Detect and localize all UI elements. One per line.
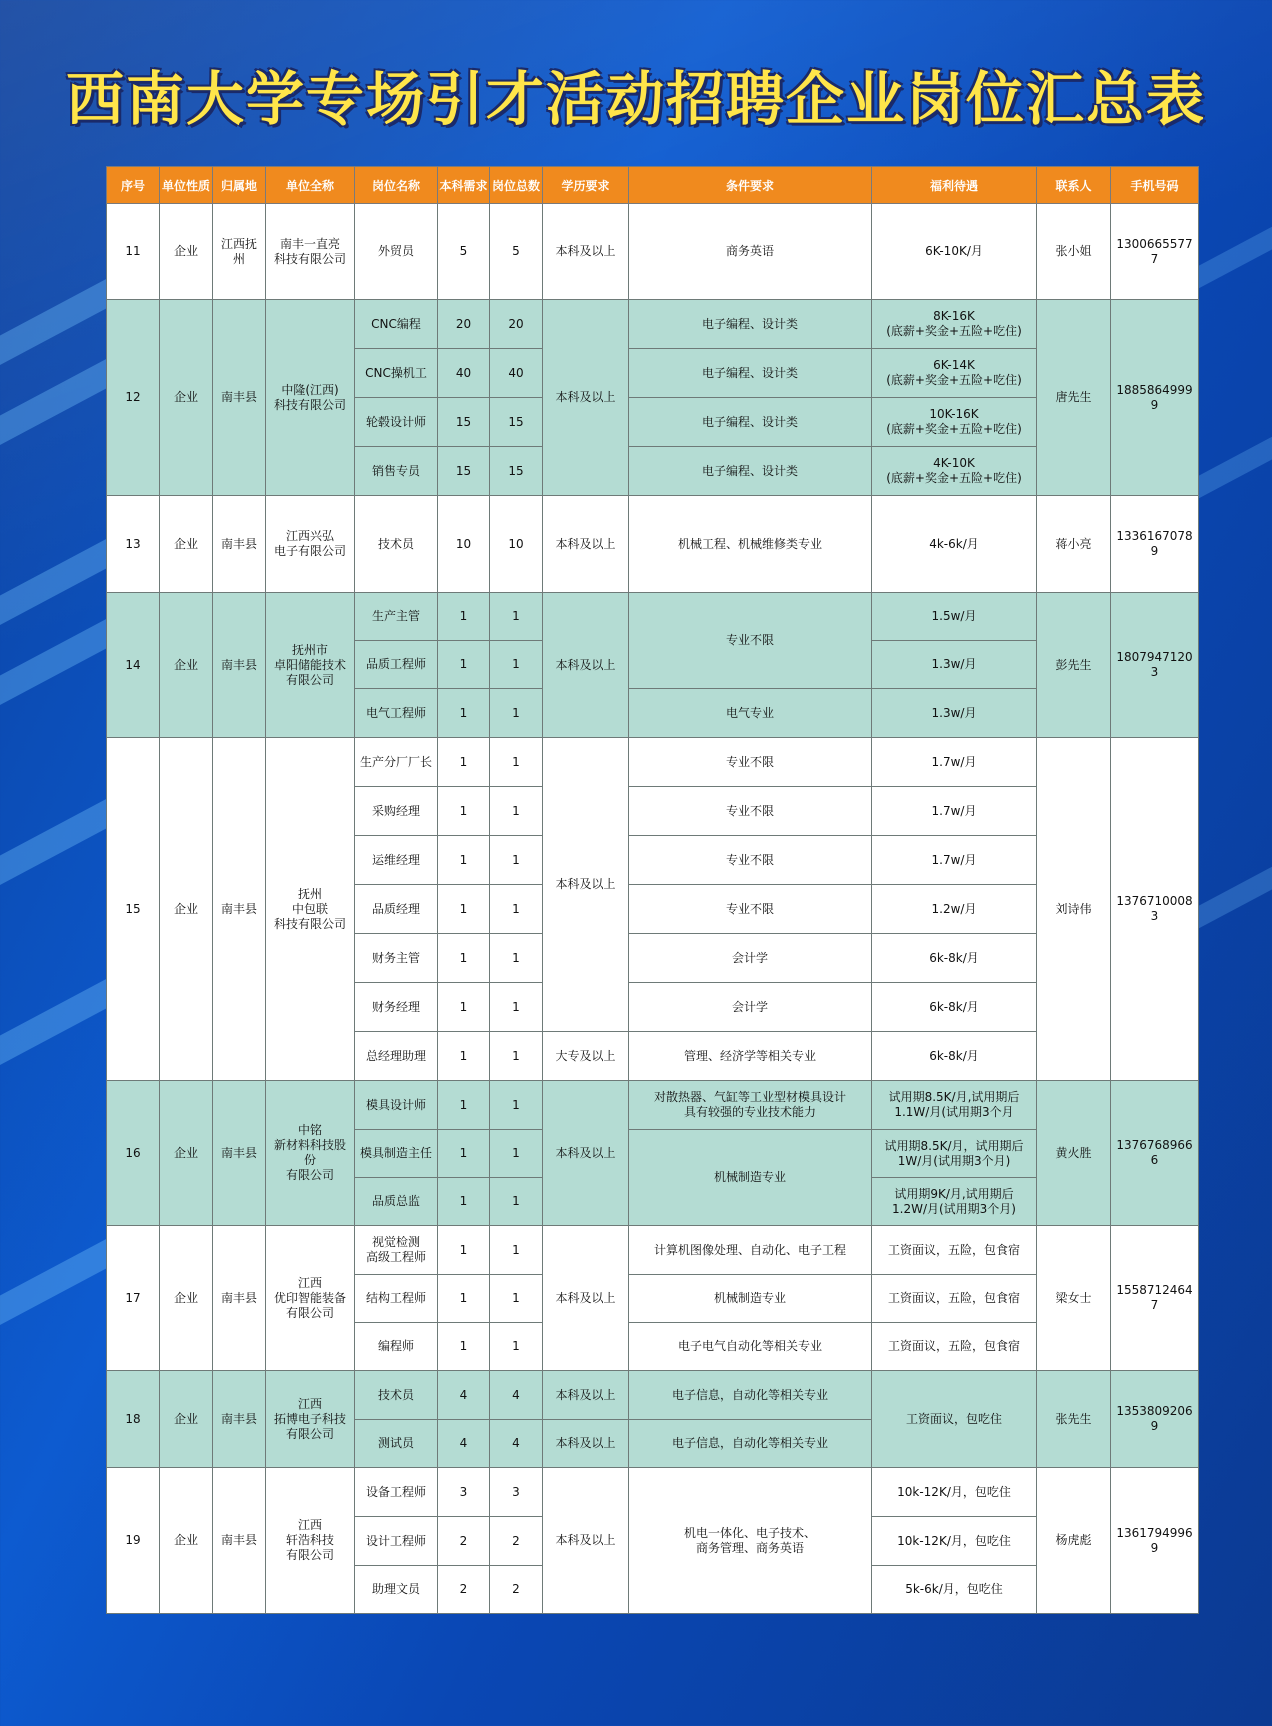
benefits: 试用期8.5K/月,试用期后 1.1W/月(试用期3个月 xyxy=(872,1081,1037,1130)
position-name: 轮毂设计师 xyxy=(355,398,438,447)
position-total: 1 xyxy=(490,885,543,934)
benefits: 工资面议，包吃住 xyxy=(872,1371,1037,1468)
condition-requirement: 商务英语 xyxy=(629,204,872,300)
company-name: 南丰一直亮 科技有限公司 xyxy=(266,204,355,300)
benefits: 4K-10K (底薪+奖金+五险+吃住) xyxy=(872,447,1037,496)
table-row xyxy=(107,593,1199,641)
bachelor-demand: 1 xyxy=(438,885,490,934)
row-number: 17 xyxy=(107,1226,160,1371)
table-row xyxy=(107,738,1199,787)
position-total: 1 xyxy=(490,1081,543,1130)
position-name: 财务主管 xyxy=(355,934,438,983)
position-name: 结构工程师 xyxy=(355,1275,438,1323)
company-type: 企业 xyxy=(160,204,213,300)
table-row xyxy=(107,300,1199,349)
benefits: 6K-10K/月 xyxy=(872,204,1037,300)
condition-requirement: 机电一体化、电子技术、 商务管理、商务英语 xyxy=(629,1468,872,1614)
bachelor-demand: 1 xyxy=(438,689,490,738)
contact-person: 梁女士 xyxy=(1037,1226,1111,1371)
position-total: 10 xyxy=(490,496,543,593)
benefits: 工资面议，五险，包食宿 xyxy=(872,1275,1037,1323)
company-name: 中隆(江西) 科技有限公司 xyxy=(266,300,355,496)
position-name: CNC操机工 xyxy=(355,349,438,398)
company-name: 中铭 新材料科技股份 有限公司 xyxy=(266,1081,355,1226)
table-row xyxy=(107,1468,1199,1517)
benefits: 1.3w/月 xyxy=(872,641,1037,689)
bachelor-demand: 1 xyxy=(438,934,490,983)
condition-requirement: 计算机图像处理、自动化、电子工程 xyxy=(629,1226,872,1275)
benefits: 10K-16K (底薪+奖金+五险+吃住) xyxy=(872,398,1037,447)
row-number: 15 xyxy=(107,738,160,1081)
contact-person: 杨虎彪 xyxy=(1037,1468,1111,1614)
condition-requirement: 电子编程、设计类 xyxy=(629,398,872,447)
condition-requirement: 专业不限 xyxy=(629,836,872,885)
position-name: 技术员 xyxy=(355,496,438,593)
position-total: 1 xyxy=(490,1178,543,1226)
contact-person: 刘诗伟 xyxy=(1037,738,1111,1081)
header-cell: 学历要求 xyxy=(543,167,629,204)
position-name: 电气工程师 xyxy=(355,689,438,738)
company-name: 江西 优印智能装备 有限公司 xyxy=(266,1226,355,1371)
company-type: 企业 xyxy=(160,1468,213,1614)
condition-requirement: 机械制造专业 xyxy=(629,1275,872,1323)
phone-number: 13617949969 xyxy=(1111,1468,1199,1614)
bachelor-demand: 1 xyxy=(438,836,490,885)
row-number: 12 xyxy=(107,300,160,496)
location: 江西抚州 xyxy=(213,204,266,300)
condition-requirement: 对散热器、气缸等工业型材模具设计 具有较强的专业技术能力 xyxy=(629,1081,872,1130)
position-total: 1 xyxy=(490,1275,543,1323)
benefits: 试用期8.5K/月，试用期后 1W/月(试用期3个月) xyxy=(872,1130,1037,1178)
company-name: 江西兴弘 电子有限公司 xyxy=(266,496,355,593)
header-cell: 单位全称 xyxy=(266,167,355,204)
header-cell: 福利待遇 xyxy=(872,167,1037,204)
bachelor-demand: 1 xyxy=(438,738,490,787)
contact-person: 蒋小亮 xyxy=(1037,496,1111,593)
benefits: 6k-8k/月 xyxy=(872,1032,1037,1081)
bachelor-demand: 1 xyxy=(438,983,490,1032)
position-total: 2 xyxy=(490,1566,543,1614)
condition-requirement: 电子信息，自动化等相关专业 xyxy=(629,1371,872,1420)
company-name: 抚州 中包联 科技有限公司 xyxy=(266,738,355,1081)
benefits: 1.5w/月 xyxy=(872,593,1037,641)
company-name: 江西 轩浩科技 有限公司 xyxy=(266,1468,355,1614)
benefits: 1.7w/月 xyxy=(872,787,1037,836)
education-requirement: 本科及以上 xyxy=(543,738,629,1032)
company-type: 企业 xyxy=(160,593,213,738)
bachelor-demand: 1 xyxy=(438,1226,490,1275)
company-type: 企业 xyxy=(160,1371,213,1468)
page-title: 西南大学专场引才活动招聘企业岗位汇总表 xyxy=(65,65,1206,133)
position-name: 采购经理 xyxy=(355,787,438,836)
bachelor-demand: 1 xyxy=(438,1032,490,1081)
education-requirement: 本科及以上 xyxy=(543,1081,629,1226)
condition-requirement: 电子编程、设计类 xyxy=(629,300,872,349)
benefits: 1.3w/月 xyxy=(872,689,1037,738)
bachelor-demand: 2 xyxy=(438,1517,490,1566)
benefits: 工资面议，五险，包食宿 xyxy=(872,1226,1037,1275)
position-name: 生产主管 xyxy=(355,593,438,641)
condition-requirement: 机械制造专业 xyxy=(629,1130,872,1226)
position-total: 1 xyxy=(490,1226,543,1275)
phone-number: 13767100083 xyxy=(1111,738,1199,1081)
company-type: 企业 xyxy=(160,496,213,593)
phone-number: 13538092069 xyxy=(1111,1371,1199,1468)
benefits: 1.2w/月 xyxy=(872,885,1037,934)
position-total: 5 xyxy=(490,204,543,300)
company-type: 企业 xyxy=(160,738,213,1081)
row-number: 18 xyxy=(107,1371,160,1468)
header-cell: 岗位名称 xyxy=(355,167,438,204)
row-number: 19 xyxy=(107,1468,160,1614)
condition-requirement: 电子电气自动化等相关专业 xyxy=(629,1323,872,1371)
education-requirement: 本科及以上 xyxy=(543,1226,629,1371)
education-requirement: 本科及以上 xyxy=(543,496,629,593)
condition-requirement: 电气专业 xyxy=(629,689,872,738)
phone-number: 13361670789 xyxy=(1111,496,1199,593)
position-name: 运维经理 xyxy=(355,836,438,885)
benefits: 工资面议，五险，包食宿 xyxy=(872,1323,1037,1371)
row-number: 16 xyxy=(107,1081,160,1226)
condition-requirement: 专业不限 xyxy=(629,593,872,689)
condition-requirement: 会计学 xyxy=(629,983,872,1032)
education-requirement: 本科及以上 xyxy=(543,1468,629,1614)
position-name: CNC编程 xyxy=(355,300,438,349)
position-name: 编程师 xyxy=(355,1323,438,1371)
position-total: 40 xyxy=(490,349,543,398)
contact-person: 张小姐 xyxy=(1037,204,1111,300)
company-type: 企业 xyxy=(160,300,213,496)
company-name: 抚州市 卓阳储能技术 有限公司 xyxy=(266,593,355,738)
position-total: 1 xyxy=(490,934,543,983)
header-cell: 条件要求 xyxy=(629,167,872,204)
condition-requirement: 机械工程、机械维修类专业 xyxy=(629,496,872,593)
row-number: 14 xyxy=(107,593,160,738)
education-requirement: 本科及以上 xyxy=(543,1420,629,1468)
table-row xyxy=(107,1371,1199,1420)
location: 南丰县 xyxy=(213,496,266,593)
benefits: 10k-12K/月，包吃住 xyxy=(872,1468,1037,1517)
header-cell: 本科需求 xyxy=(438,167,490,204)
position-total: 15 xyxy=(490,398,543,447)
condition-requirement: 专业不限 xyxy=(629,885,872,934)
condition-requirement: 会计学 xyxy=(629,934,872,983)
location: 南丰县 xyxy=(213,1371,266,1468)
benefits: 试用期9K/月,试用期后 1.2W/月(试用期3个月) xyxy=(872,1178,1037,1226)
bachelor-demand: 1 xyxy=(438,593,490,641)
education-requirement: 大专及以上 xyxy=(543,1032,629,1081)
location: 南丰县 xyxy=(213,1468,266,1614)
bachelor-demand: 2 xyxy=(438,1566,490,1614)
table-row xyxy=(107,1081,1199,1130)
benefits: 1.7w/月 xyxy=(872,738,1037,787)
condition-requirement: 专业不限 xyxy=(629,787,872,836)
education-requirement: 本科及以上 xyxy=(543,1371,629,1420)
bachelor-demand: 40 xyxy=(438,349,490,398)
contact-person: 彭先生 xyxy=(1037,593,1111,738)
job-table xyxy=(106,166,1199,1614)
location: 南丰县 xyxy=(213,1081,266,1226)
bachelor-demand: 1 xyxy=(438,1275,490,1323)
header-row xyxy=(107,167,1199,204)
position-name: 助理文员 xyxy=(355,1566,438,1614)
bachelor-demand: 20 xyxy=(438,300,490,349)
position-total: 1 xyxy=(490,641,543,689)
position-name: 总经理助理 xyxy=(355,1032,438,1081)
position-total: 15 xyxy=(490,447,543,496)
table-row xyxy=(107,204,1199,300)
position-total: 3 xyxy=(490,1468,543,1517)
benefits: 1.7w/月 xyxy=(872,836,1037,885)
phone-number: 18858649999 xyxy=(1111,300,1199,496)
position-total: 1 xyxy=(490,593,543,641)
position-name: 模具设计师 xyxy=(355,1081,438,1130)
bachelor-demand: 15 xyxy=(438,398,490,447)
header-cell: 岗位总数 xyxy=(490,167,543,204)
position-name: 生产分厂厂长 xyxy=(355,738,438,787)
company-type: 企业 xyxy=(160,1081,213,1226)
bachelor-demand: 5 xyxy=(438,204,490,300)
position-name: 外贸员 xyxy=(355,204,438,300)
position-total: 1 xyxy=(490,1032,543,1081)
contact-person: 黄火胜 xyxy=(1037,1081,1111,1226)
position-total: 4 xyxy=(490,1371,543,1420)
bachelor-demand: 1 xyxy=(438,1323,490,1371)
location: 南丰县 xyxy=(213,1226,266,1371)
benefits: 5k-6k/月，包吃住 xyxy=(872,1566,1037,1614)
position-total: 4 xyxy=(490,1420,543,1468)
location: 南丰县 xyxy=(213,300,266,496)
company-name: 江西 拓博电子科技 有限公司 xyxy=(266,1371,355,1468)
condition-requirement: 专业不限 xyxy=(629,738,872,787)
position-total: 2 xyxy=(490,1517,543,1566)
header-cell: 单位性质 xyxy=(160,167,213,204)
table-row xyxy=(107,1226,1199,1275)
bachelor-demand: 1 xyxy=(438,787,490,836)
position-total: 1 xyxy=(490,1323,543,1371)
position-total: 1 xyxy=(490,1130,543,1178)
company-type: 企业 xyxy=(160,1226,213,1371)
education-requirement: 本科及以上 xyxy=(543,593,629,738)
bachelor-demand: 1 xyxy=(438,1178,490,1226)
education-requirement: 本科及以上 xyxy=(543,204,629,300)
phone-number: 15587124647 xyxy=(1111,1226,1199,1371)
position-name: 设备工程师 xyxy=(355,1468,438,1517)
position-total: 20 xyxy=(490,300,543,349)
benefits: 8K-16K (底薪+奖金+五险+吃住) xyxy=(872,300,1037,349)
bachelor-demand: 3 xyxy=(438,1468,490,1517)
table-row xyxy=(107,496,1199,593)
bachelor-demand: 4 xyxy=(438,1371,490,1420)
location: 南丰县 xyxy=(213,593,266,738)
position-total: 1 xyxy=(490,738,543,787)
bachelor-demand: 15 xyxy=(438,447,490,496)
position-name: 财务经理 xyxy=(355,983,438,1032)
position-name: 模具制造主任 xyxy=(355,1130,438,1178)
benefits: 6K-14K (底薪+奖金+五险+吃住) xyxy=(872,349,1037,398)
benefits: 6k-8k/月 xyxy=(872,983,1037,1032)
phone-number: 13767689666 xyxy=(1111,1081,1199,1226)
position-name: 品质工程师 xyxy=(355,641,438,689)
position-total: 1 xyxy=(490,787,543,836)
phone-number: 18079471203 xyxy=(1111,593,1199,738)
condition-requirement: 电子编程、设计类 xyxy=(629,349,872,398)
condition-requirement: 管理、经济学等相关专业 xyxy=(629,1032,872,1081)
position-name: 设计工程师 xyxy=(355,1517,438,1566)
bachelor-demand: 1 xyxy=(438,1130,490,1178)
phone-number: 13006655777 xyxy=(1111,204,1199,300)
location: 南丰县 xyxy=(213,738,266,1081)
row-number: 13 xyxy=(107,496,160,593)
bachelor-demand: 4 xyxy=(438,1420,490,1468)
position-total: 1 xyxy=(490,836,543,885)
position-total: 1 xyxy=(490,689,543,738)
bachelor-demand: 1 xyxy=(438,1081,490,1130)
benefits: 10k-12K/月，包吃住 xyxy=(872,1517,1037,1566)
bachelor-demand: 1 xyxy=(438,641,490,689)
position-name: 销售专员 xyxy=(355,447,438,496)
benefits: 4k-6k/月 xyxy=(872,496,1037,593)
header-cell: 手机号码 xyxy=(1111,167,1199,204)
position-name: 测试员 xyxy=(355,1420,438,1468)
education-requirement: 本科及以上 xyxy=(543,300,629,496)
contact-person: 张先生 xyxy=(1037,1371,1111,1468)
position-name: 品质总监 xyxy=(355,1178,438,1226)
row-number: 11 xyxy=(107,204,160,300)
header-cell: 联系人 xyxy=(1037,167,1111,204)
position-name: 品质经理 xyxy=(355,885,438,934)
position-total: 1 xyxy=(490,983,543,1032)
bachelor-demand: 10 xyxy=(438,496,490,593)
position-name: 技术员 xyxy=(355,1371,438,1420)
condition-requirement: 电子编程、设计类 xyxy=(629,447,872,496)
header-cell: 序号 xyxy=(107,167,160,204)
benefits: 6k-8k/月 xyxy=(872,934,1037,983)
condition-requirement: 电子信息，自动化等相关专业 xyxy=(629,1420,872,1468)
header-cell: 归属地 xyxy=(213,167,266,204)
position-name: 视觉检测 高级工程师 xyxy=(355,1226,438,1275)
contact-person: 唐先生 xyxy=(1037,300,1111,496)
